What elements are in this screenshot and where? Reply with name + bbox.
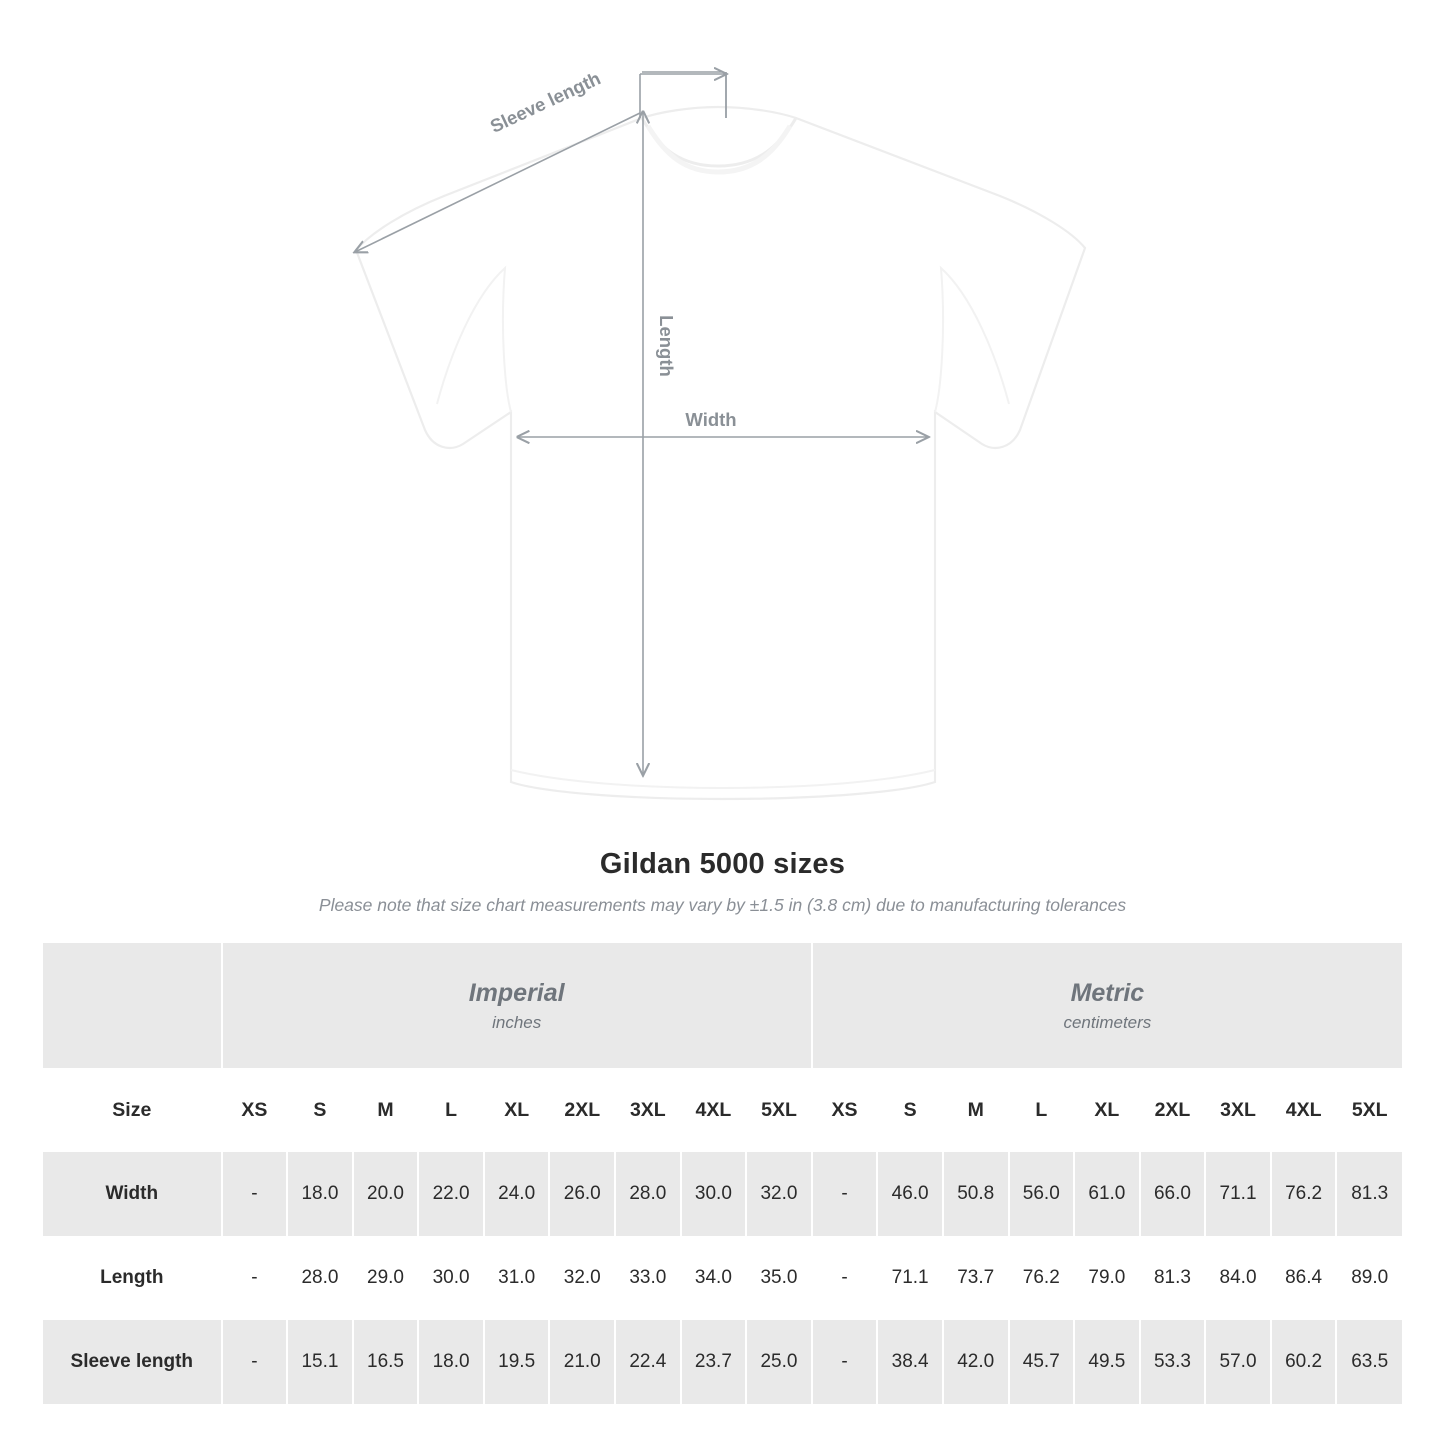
unit-group-imperial bbox=[222, 943, 812, 1068]
size-col-imperial-s: S bbox=[287, 1068, 353, 1152]
unit-group-metric-name: Metric bbox=[1070, 978, 1145, 1007]
cell-width-imperial-5xl: 32.0 bbox=[746, 1152, 812, 1236]
size-col-metric-4xl: 4XL bbox=[1271, 1068, 1337, 1152]
cell-length-metric-xl: 79.0 bbox=[1074, 1236, 1140, 1320]
size-col-imperial-xs: XS bbox=[222, 1068, 288, 1152]
cell-sleeve-metric-s: 38.4 bbox=[877, 1320, 943, 1404]
row-label-length: Length bbox=[43, 1236, 222, 1320]
size-table-wrapper bbox=[43, 943, 1402, 1404]
cell-length-imperial-xl: 31.0 bbox=[484, 1236, 550, 1320]
cell-sleeve-metric-4xl: 60.2 bbox=[1271, 1320, 1337, 1404]
tshirt-shape bbox=[356, 107, 1085, 799]
cell-length-metric-s: 71.1 bbox=[877, 1236, 943, 1320]
cell-length-imperial-2xl: 32.0 bbox=[549, 1236, 615, 1320]
cell-width-metric-4xl: 76.2 bbox=[1271, 1152, 1337, 1236]
size-col-imperial-2xl: 2XL bbox=[549, 1068, 615, 1152]
cell-length-metric-5xl: 89.0 bbox=[1336, 1236, 1402, 1320]
unit-group-metric-sub: centimeters bbox=[1063, 1013, 1152, 1033]
unit-group-row bbox=[43, 943, 1402, 1068]
cell-width-metric-5xl: 81.3 bbox=[1336, 1152, 1402, 1236]
cell-sleeve-metric-5xl: 63.5 bbox=[1336, 1320, 1402, 1404]
cell-width-imperial-l: 22.0 bbox=[418, 1152, 484, 1236]
size-col-metric-2xl: 2XL bbox=[1140, 1068, 1206, 1152]
size-col-imperial-l: L bbox=[418, 1068, 484, 1152]
cell-width-metric-s: 46.0 bbox=[877, 1152, 943, 1236]
size-col-metric-5xl: 5XL bbox=[1336, 1068, 1402, 1152]
size-col-metric-xs: XS bbox=[812, 1068, 878, 1152]
cell-length-imperial-l: 30.0 bbox=[418, 1236, 484, 1320]
unit-spacer bbox=[43, 943, 222, 1068]
cell-width-imperial-m: 20.0 bbox=[353, 1152, 419, 1236]
cell-width-metric-l: 56.0 bbox=[1009, 1152, 1075, 1236]
cell-sleeve-metric-m: 42.0 bbox=[943, 1320, 1009, 1404]
row-label-width: Width bbox=[43, 1152, 222, 1236]
cell-length-metric-4xl: 86.4 bbox=[1271, 1236, 1337, 1320]
cell-length-imperial-xs: - bbox=[222, 1236, 288, 1320]
cell-sleeve-imperial-s: 15.1 bbox=[287, 1320, 353, 1404]
cell-sleeve-imperial-xl: 19.5 bbox=[484, 1320, 550, 1404]
cell-width-imperial-s: 18.0 bbox=[287, 1152, 353, 1236]
cell-sleeve-metric-2xl: 53.3 bbox=[1140, 1320, 1206, 1404]
chart-title: Gildan 5000 sizes bbox=[599, 848, 846, 880]
row-label-sleeve-length: Sleeve length bbox=[43, 1320, 222, 1404]
table-row bbox=[43, 1236, 1402, 1320]
cell-width-imperial-4xl: 30.0 bbox=[681, 1152, 747, 1236]
cell-width-imperial-2xl: 26.0 bbox=[549, 1152, 615, 1236]
size-col-metric-s: S bbox=[877, 1068, 943, 1152]
size-col-metric-l: L bbox=[1009, 1068, 1075, 1152]
cell-length-metric-3xl: 84.0 bbox=[1205, 1236, 1271, 1320]
width-label: Width bbox=[685, 409, 737, 430]
cell-width-imperial-xs: - bbox=[222, 1152, 288, 1236]
size-header-label: Size bbox=[43, 1068, 222, 1152]
cell-width-metric-xl: 61.0 bbox=[1074, 1152, 1140, 1236]
cell-sleeve-metric-3xl: 57.0 bbox=[1205, 1320, 1271, 1404]
cell-length-metric-2xl: 81.3 bbox=[1140, 1236, 1206, 1320]
cell-sleeve-imperial-l: 18.0 bbox=[418, 1320, 484, 1404]
cell-sleeve-imperial-3xl: 22.4 bbox=[615, 1320, 681, 1404]
cell-sleeve-imperial-m: 16.5 bbox=[353, 1320, 419, 1404]
unit-group-imperial-sub: inches bbox=[492, 1013, 542, 1033]
size-col-imperial-m: M bbox=[353, 1068, 419, 1152]
size-header-row bbox=[43, 1068, 1402, 1152]
size-col-metric-m: M bbox=[943, 1068, 1009, 1152]
cell-length-metric-l: 76.2 bbox=[1009, 1236, 1075, 1320]
length-label: Length bbox=[656, 315, 677, 377]
cell-sleeve-metric-xl: 49.5 bbox=[1074, 1320, 1140, 1404]
cell-length-metric-m: 73.7 bbox=[943, 1236, 1009, 1320]
cell-length-imperial-5xl: 35.0 bbox=[746, 1236, 812, 1320]
cell-sleeve-imperial-4xl: 23.7 bbox=[681, 1320, 747, 1404]
cell-length-imperial-s: 28.0 bbox=[287, 1236, 353, 1320]
size-col-imperial-xl: XL bbox=[484, 1068, 550, 1152]
cell-width-imperial-3xl: 28.0 bbox=[615, 1152, 681, 1236]
cell-width-metric-m: 50.8 bbox=[943, 1152, 1009, 1236]
cell-sleeve-imperial-5xl: 25.0 bbox=[746, 1320, 812, 1404]
size-col-metric-3xl: 3XL bbox=[1205, 1068, 1271, 1152]
cell-sleeve-metric-xs: - bbox=[812, 1320, 878, 1404]
size-col-imperial-4xl: 4XL bbox=[681, 1068, 747, 1152]
cell-sleeve-metric-l: 45.7 bbox=[1009, 1320, 1075, 1404]
cell-length-imperial-4xl: 34.0 bbox=[681, 1236, 747, 1320]
cell-sleeve-imperial-2xl: 21.0 bbox=[549, 1320, 615, 1404]
cell-length-imperial-m: 29.0 bbox=[353, 1236, 419, 1320]
size-col-imperial-3xl: 3XL bbox=[615, 1068, 681, 1152]
size-col-imperial-5xl: 5XL bbox=[746, 1068, 812, 1152]
size-col-metric-xl: XL bbox=[1074, 1068, 1140, 1152]
table-row bbox=[43, 1152, 1402, 1236]
table-row bbox=[43, 1320, 1402, 1404]
cell-sleeve-imperial-xs: - bbox=[222, 1320, 288, 1404]
cell-length-metric-xs: - bbox=[812, 1236, 878, 1320]
unit-group-imperial-name: Imperial bbox=[468, 978, 565, 1007]
cell-width-imperial-xl: 24.0 bbox=[484, 1152, 550, 1236]
unit-group-metric bbox=[812, 943, 1402, 1068]
cell-length-imperial-3xl: 33.0 bbox=[615, 1236, 681, 1320]
cell-width-metric-3xl: 71.1 bbox=[1205, 1152, 1271, 1236]
sleeve-length-label: Sleeve length bbox=[486, 67, 604, 137]
cell-width-metric-xs: - bbox=[812, 1152, 878, 1236]
chart-note: Please note that size chart measurements may vary by ±1.5 in (3.8 cm) due to manufacturing tolerances bbox=[318, 895, 1127, 915]
cell-width-metric-2xl: 66.0 bbox=[1140, 1152, 1206, 1236]
size-table bbox=[43, 943, 1402, 1404]
